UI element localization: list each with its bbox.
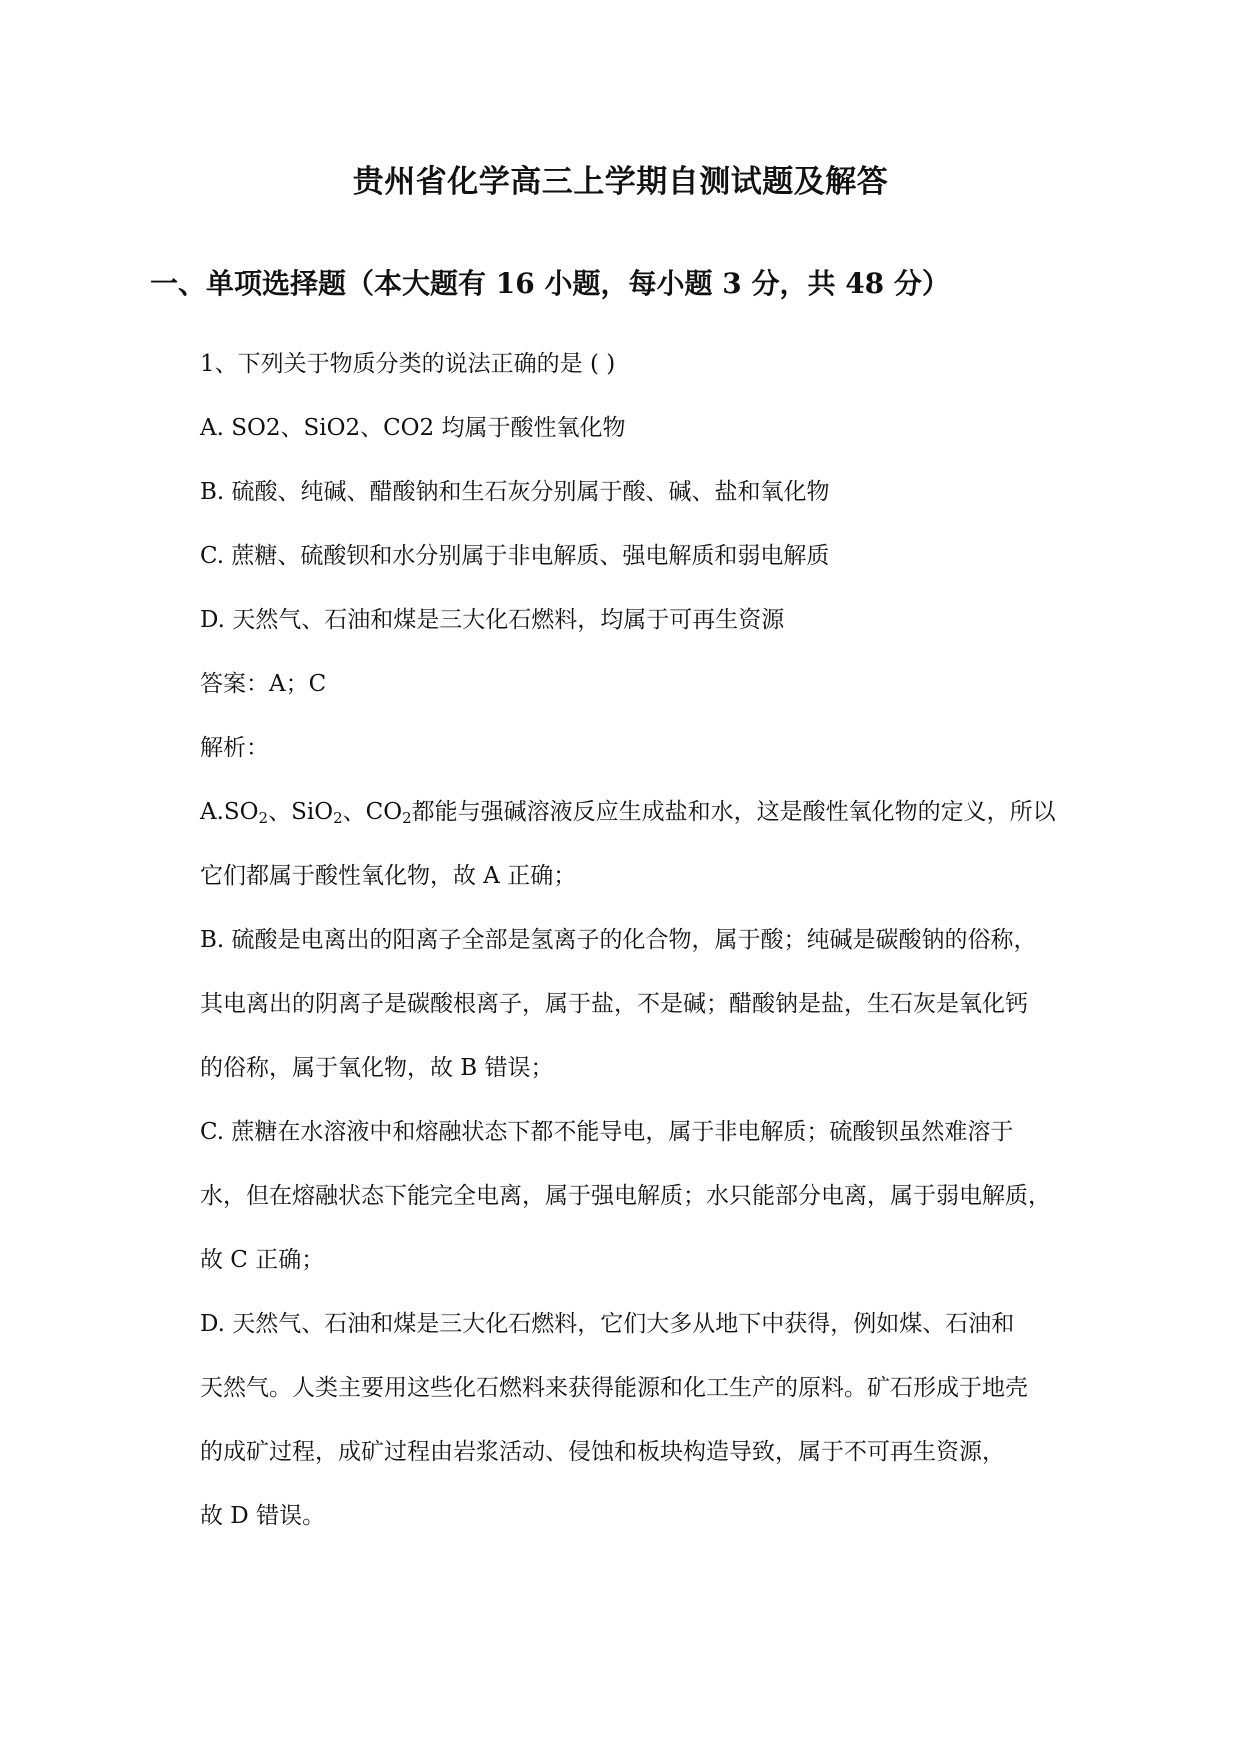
section-heading: 一、单项选择题（本大题有 16 小题，每小题 3 分，共 48 分） — [150, 267, 950, 300]
analysis-a-text: 、SiO — [268, 799, 334, 825]
analysis-a-text: A.SO — [200, 799, 259, 825]
subscript: 2 — [402, 809, 412, 827]
analysis-line: 的成矿过程，成矿过程由岩浆活动、侵蚀和板块构造导致，属于不可再生资源， — [200, 1439, 1005, 1465]
analysis-a-text: 都能与强碱溶液反应生成盐和水，这是酸性氧化物的定义，所以 — [411, 799, 1056, 825]
option-a: A. SO2、SiO2、CO2 均属于酸性氧化物 — [200, 415, 626, 441]
analysis-a-line — [200, 797, 1056, 827]
option-d: D. 天然气、石油和煤是三大化石燃料，均属于可再生资源 — [200, 607, 785, 633]
analysis-line: 的俗称，属于氧化物，故 B 错误； — [200, 1055, 554, 1081]
question-stem: 1、下列关于物质分类的说法正确的是 ( ) — [200, 351, 616, 377]
analysis-line: C. 蔗糖在水溶液中和熔融状态下都不能导电，属于非电解质；硫酸钡虽然难溶于 — [200, 1119, 1014, 1145]
analysis-line: 故 C 正确； — [200, 1247, 325, 1273]
analysis-a-text: 、CO — [342, 799, 403, 825]
option-c: C. 蔗糖、硫酸钡和水分别属于非电解质、强电解质和弱电解质 — [200, 543, 830, 569]
analysis-line: 天然气。人类主要用这些化石燃料来获得能源和化工生产的原料。矿石形成于地壳 — [200, 1375, 1028, 1401]
analysis-line: B. 硫酸是电离出的阳离子全部是氢离子的化合物，属于酸；纯碱是碳酸钠的俗称， — [200, 927, 1037, 953]
option-b: B. 硫酸、纯碱、醋酸钠和生石灰分别属于酸、碱、盐和氧化物 — [200, 479, 830, 505]
subscript: 2 — [333, 809, 343, 827]
analysis-label: 解析： — [200, 735, 269, 761]
answer-line: 答案：A；C — [200, 671, 327, 697]
analysis-line: 其电离出的阴离子是碳酸根离子，属于盐，不是碱；醋酸钠是盐，生石灰是氧化钙 — [200, 991, 1028, 1017]
analysis-line: 它们都属于酸性氧化物，故 A 正确； — [200, 863, 577, 889]
analysis-line: D. 天然气、石油和煤是三大化石燃料，它们大多从地下中获得，例如煤、石油和 — [200, 1311, 1015, 1337]
subscript: 2 — [258, 809, 269, 827]
analysis-line: 故 D 错误。 — [200, 1503, 326, 1529]
document-title: 贵州省化学高三上学期自测试题及解答 — [352, 164, 889, 200]
analysis-line: 水，但在熔融状态下能完全电离，属于强电解质；水只能部分电离，属于弱电解质， — [200, 1183, 1051, 1209]
